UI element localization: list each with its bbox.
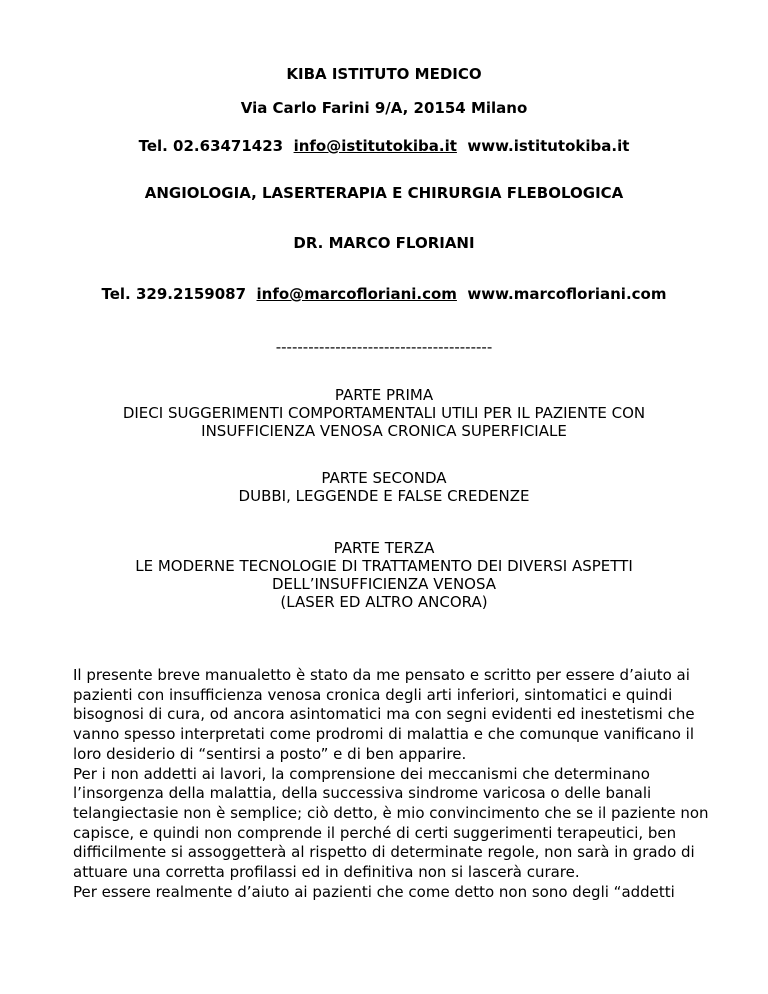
section-1-title-line: DIECI SUGGERIMENTI COMPORTAMENTALI UTILI PER IL PAZIENTE CON <box>122 404 646 422</box>
section-3-label: PARTE TERZA <box>333 539 435 557</box>
institute-name: KIBA ISTITUTO MEDICO <box>286 65 482 83</box>
section-3-title-line: DELL’INSUFFICIENZA VENOSA <box>271 575 497 593</box>
institute-web: www.istitutokiba.it <box>467 137 630 155</box>
body-text <box>73 666 713 902</box>
institute-address: Via Carlo Farini 9/A, 20154 Milano <box>240 99 528 117</box>
section-1-title-line: INSUFFICIENZA VENOSA CRONICA SUPERFICIALE <box>201 422 567 440</box>
section-3-title-line: (LASER ED ALTRO ANCORA) <box>280 593 488 611</box>
doctor-tel: Tel. 329.2159087 <box>101 285 247 303</box>
section-3-title-line: LE MODERNE TECNOLOGIE DI TRATTAMENTO DEI DIVERSI ASPETTI <box>135 557 633 575</box>
section-1-label: PARTE PRIMA <box>334 386 434 404</box>
specialty-heading: ANGIOLOGIA, LASERTERAPIA E CHIRURGIA FLEBOLOGICA <box>144 184 624 202</box>
doctor-contacts <box>0 284 768 304</box>
divider-line: ---------------------------------------- <box>275 338 493 356</box>
section-2-label: PARTE SECONDA <box>321 469 447 487</box>
institute-email-link[interactable]: info@istitutokiba.it <box>293 137 457 155</box>
doctor-name: DR. MARCO FLORIANI <box>293 234 475 252</box>
doctor-email-link[interactable]: info@marcofloriani.com <box>256 285 457 303</box>
section-2-title-line: DUBBI, LEGGENDE E FALSE CREDENZE <box>238 487 530 505</box>
institute-tel: Tel. 02.63471423 <box>138 137 284 155</box>
doctor-web: www.marcofloriani.com <box>467 285 667 303</box>
institute-contacts <box>0 136 768 156</box>
body-paragraph: Il presente breve manualetto è stato da me pensato e scritto per essere d’aiuto ai pazienti con insufficienza venosa cronica degli arti inferiori, sintomatici e quindi bisognosi di cura, od ancora asintomatici ma con segni evidenti ed inestetismi che vanno spesso interpretati come prodromi di malattia e che comunque vanificano il loro desiderio di “sentirsi a posto” e di ben apparire. <box>73 666 695 763</box>
body-paragraph: Per i non addetti ai lavori, la comprensione dei meccanismi che determinano l’insorgenza della malattia, della successiva sindrome varicosa o delle banali telangiectasie non è semplice; ciò detto, è mio convincimento che se il paziente non capisce, e quindi non comprende il perché di certi suggerimenti terapeutici, ben difficilmente si assoggetterà al rispetto di determinate regole, non sarà in grado di attuare una corretta profilassi ed in definitiva non si lascerà curare. <box>73 764 709 882</box>
body-paragraph: Per essere realmente d’aiuto ai pazienti che come detto non sono degli “addetti <box>73 882 675 901</box>
